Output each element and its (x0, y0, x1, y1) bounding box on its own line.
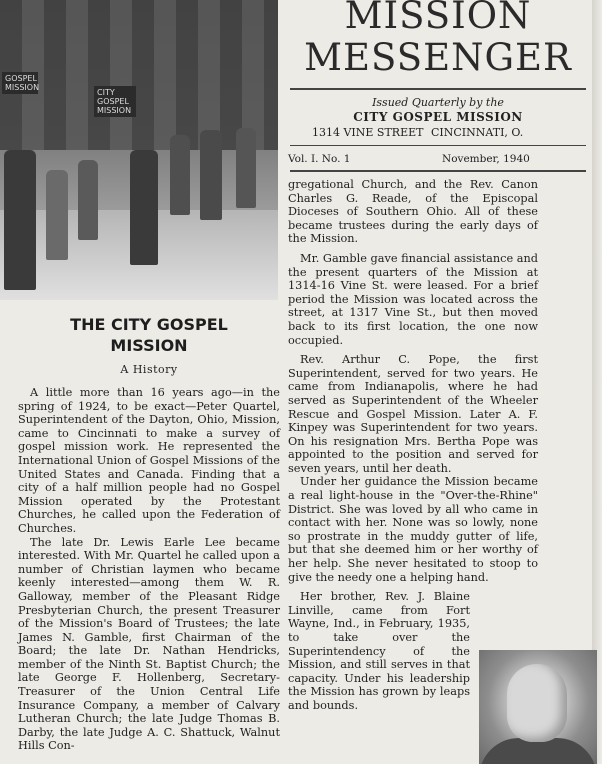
sign-center: CITY GOSPEL MISSION (94, 86, 136, 117)
city: CINCINNATI, O. (431, 126, 524, 139)
paragraph: Rev. Arthur C. Pope, the first Superintendent, served for two years. He came from Indianapolis, where he had served as Superintendent of the Wheeler Rescue and Gospel Mission. Later A. F. Kinpey was Superintendent for two years. On his resignation Mrs. Bertha Pope was appointed to the position and served for seven years, until her death. (288, 353, 538, 475)
article-column-1 (18, 386, 280, 753)
issue-date: November, 1940 (442, 153, 530, 165)
masthead-rule (290, 88, 586, 90)
portrait-face (507, 664, 567, 742)
article-subhead: A History (120, 363, 178, 376)
building-facade (0, 0, 278, 150)
paragraph: Under her guidance the Mission became a real light-house in the "Over-the-Rhine" District. She was loved by all who came in contact with her. None was so lowly, none so prostrate in the muddy gutter of life, but that she deemed him or her worthy of her help. She never hesitated to stoop to give the needy one a helping hand. (288, 475, 538, 584)
person (4, 150, 36, 290)
paragraph: The late Dr. Lewis Earle Lee became interested. With Mr. Quartel he called upon a number of Christian laymen who became keenly interested—among them W. R. Galloway, member of the Pleasant Ridge Presbyterian Church, the present Treasurer of the Mission's Board of Trustees; the late James N. Gamble, first Chairman of the Board; the late Dr. Nathan Hendricks, member of the Ninth St. Baptist Church; the late George F. Hollenberg, Secretary-Treasurer of the Union Central Life Insurance Company, a member of Calvary Lutheran Church; the late Judge Thomas B. Darby, the late Judge A. C. Shattuck, Walnut Hills Con- (18, 535, 280, 753)
headline-line2: MISSION (110, 336, 188, 355)
superintendent-portrait (479, 650, 597, 764)
sign-left: GOSPEL MISSION (2, 72, 38, 94)
masthead-rule-2 (290, 145, 586, 146)
masthead-title-line1: MISSION (344, 0, 532, 37)
paragraph: gregational Church, and the Rev. Canon Charles G. Reade, of the Episcopal Dioceses of Southern Ohio. All of these became trustees during the early days of the Mission. (288, 178, 538, 246)
issued-line: Issued Quarterly by the (372, 96, 504, 109)
volume-number: Vol. I. No. 1 (288, 153, 351, 165)
masthead-rule-3 (290, 170, 586, 172)
person (46, 170, 68, 260)
person (236, 128, 256, 208)
person (170, 135, 190, 215)
person (130, 150, 158, 265)
person (200, 130, 222, 220)
paragraph: Mr. Gamble gave financial assistance and the present quarters of the Mission at 1314-16 Vine St. were leased. For a brief period the Mission was located across the street, at 1317 Vine St., but then moved back to its first location, the one now occupied. (288, 251, 538, 347)
person (78, 160, 98, 240)
article-column-2 (288, 178, 538, 713)
street-address: 1314 VINE STREET (312, 126, 424, 139)
paragraph: Her brother, Rev. J. Blaine Linville, came from Fort Wayne, Ind., in February, 1935, to take over the Superintendency of the Mission, and still serves in that capacity. Under his leadership the Mission has grown by leaps and bounds. (288, 590, 470, 712)
article-headline (20, 314, 278, 356)
mission-street-photo (0, 0, 278, 300)
headline-line1: THE CITY GOSPEL (70, 315, 228, 334)
masthead-title-line2: MESSENGER (304, 36, 572, 79)
organization-name: CITY GOSPEL MISSION (353, 110, 523, 124)
paragraph: A little more than 16 years ago—in the spring of 1924, to be exact—Peter Quartel, Superintendent of the Dayton, Ohio, Mission, came to Cincinnati to make a survey of gospel mission work. He represented the International Union of Gospel Missions of the United States and Canada. Finding that a city of a half million people had no Gospel Mission operated by the Protestant Churches, he called upon the Federation of Churches. (18, 386, 280, 535)
